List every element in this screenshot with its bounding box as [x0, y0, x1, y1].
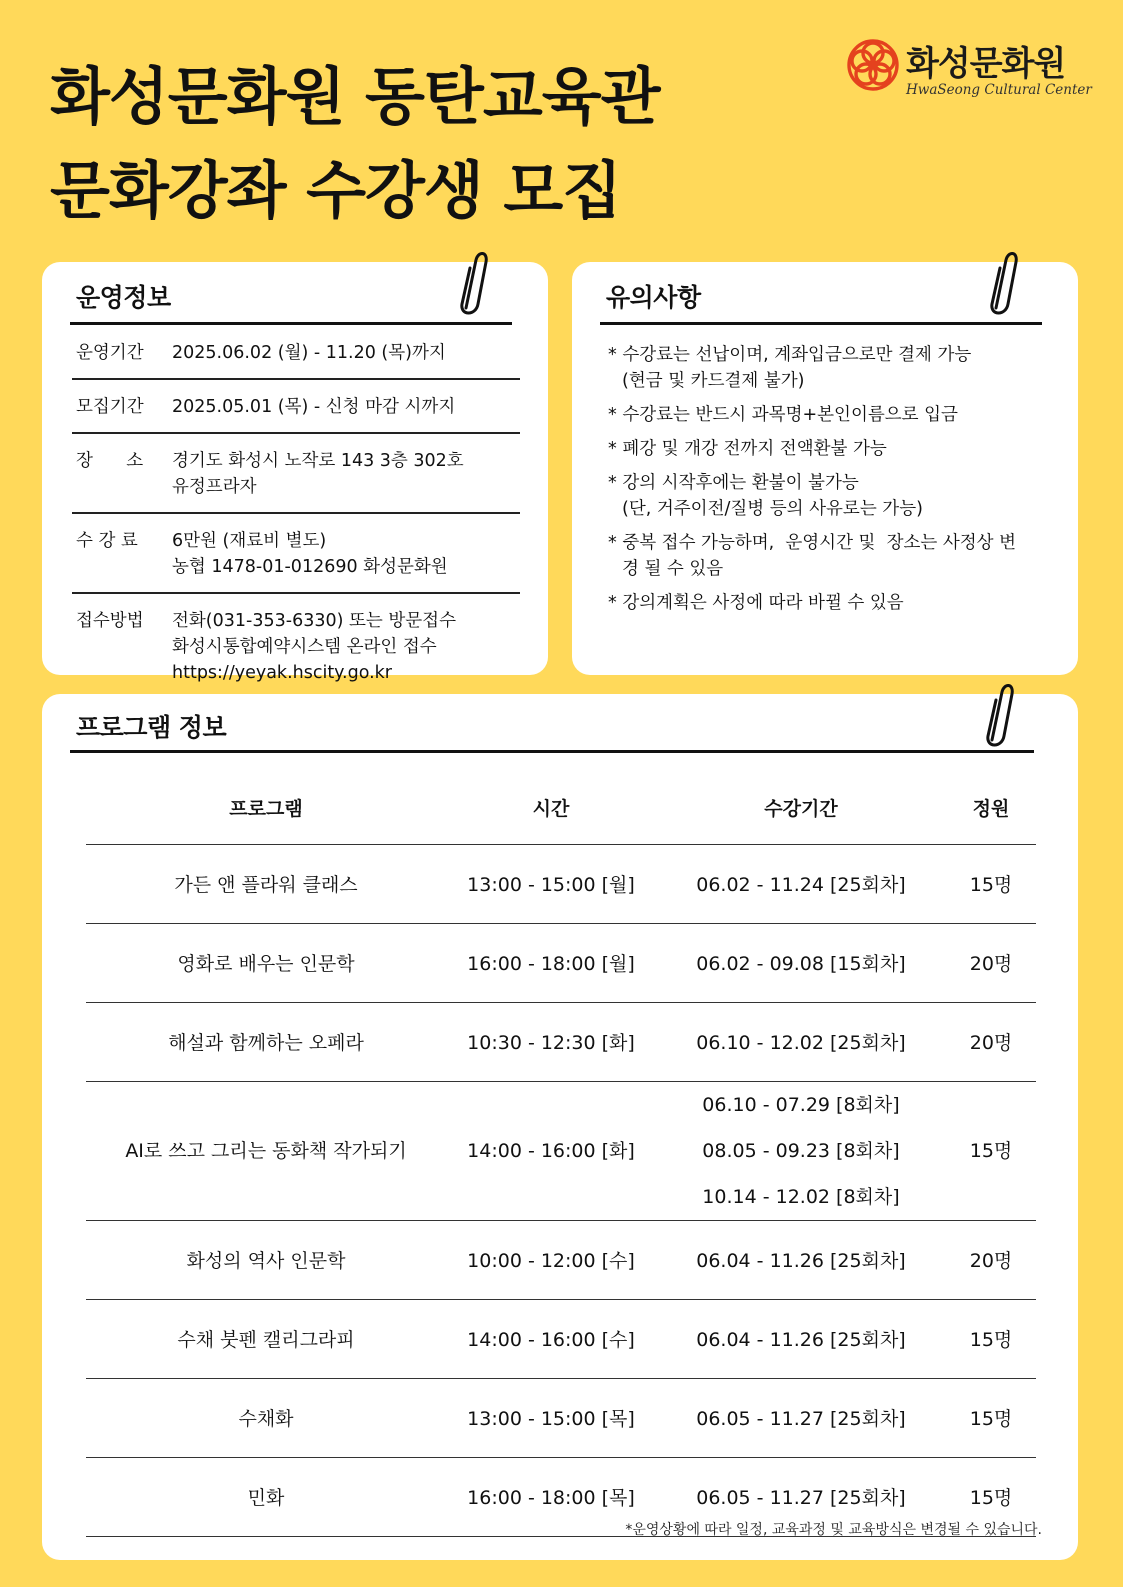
program-name: 화성의 역사 인문학: [86, 1220, 446, 1299]
title-divider: [600, 322, 1042, 325]
title-line-1: 화성문화원 동탄교육관: [50, 60, 660, 133]
notice-item: [608, 470, 1048, 522]
notice-text: * 강의계획은 사정에 따라 바뀔 수 있음: [608, 593, 904, 613]
program-time: 13:00 - 15:00 [월]: [446, 844, 656, 923]
program-capacity: 15명: [946, 1378, 1036, 1457]
period-line: 06.05 - 11.27 [25회차]: [696, 1487, 906, 1509]
logo-name-en: HwaSeong Cultural Center: [906, 82, 1092, 98]
info-row: [72, 594, 520, 698]
table-row: [86, 1081, 1036, 1220]
info-row: [72, 326, 520, 380]
table-row: [86, 844, 1036, 923]
period-line: 06.02 - 11.24 [25회차]: [696, 874, 906, 896]
notice-text: * 강의 시작후에는 환불이 불가능: [608, 473, 859, 493]
notice-title: 유의사항: [606, 283, 701, 312]
notice-text: * 폐강 및 개강 전까지 전액환불 가능: [608, 439, 887, 459]
info-value-line: 2025.05.01 (목) - 신청 마감 시까지: [172, 397, 456, 417]
program-name: 해설과 함께하는 오페라: [86, 1002, 446, 1081]
notice-card: [572, 262, 1078, 675]
info-value: [172, 340, 446, 366]
program-capacity: 15명: [946, 1299, 1036, 1378]
program-name: 영화로 배우는 인문학: [86, 923, 446, 1002]
info-label: 수 강 료: [76, 531, 138, 551]
program-time: 14:00 - 16:00 [수]: [446, 1299, 656, 1378]
program-period: [656, 1378, 946, 1457]
footnote: *운영상황에 따라 일정, 교육과정 및 교육방식은 변경될 수 있습니다.: [625, 1522, 1042, 1538]
paperclip-icon: [982, 248, 1018, 320]
program-period: [656, 1220, 946, 1299]
notice-item: [608, 530, 1048, 582]
table-row: [86, 1378, 1036, 1457]
info-value-line: 전화(031-353-6330) 또는 방문접수: [172, 611, 456, 631]
header-time: 시간: [446, 772, 656, 844]
info-label: 모집기간: [76, 397, 144, 417]
notice-text: * 중복 접수 가능하며, 운영시간 및 장소는 사정상 변: [608, 533, 1017, 553]
paperclip-icon: [978, 680, 1014, 752]
program-time: 10:30 - 12:30 [화]: [446, 1002, 656, 1081]
period-line: 10.14 - 12.02 [8회차]: [702, 1185, 900, 1208]
table-row: [86, 1002, 1036, 1081]
title-line-2: 문화강좌 수강생 모집: [50, 154, 622, 227]
program-time: 10:00 - 12:00 [수]: [446, 1220, 656, 1299]
program-capacity: 15명: [946, 844, 1036, 923]
notice-item: [608, 436, 1048, 462]
period-line: 06.04 - 11.26 [25회차]: [696, 1250, 906, 1272]
program-info-card: [42, 694, 1078, 1560]
program-name: 민화: [86, 1457, 446, 1536]
info-value-line: 경기도 화성시 노작로 143 3층 302호: [172, 451, 464, 471]
info-value-line: 농협 1478-01-012690 화성문화원: [172, 557, 448, 577]
program-capacity: 20명: [946, 1002, 1036, 1081]
operation-info-title: 운영정보: [76, 283, 171, 312]
program-name: 수채화: [86, 1378, 446, 1457]
info-value: [172, 394, 455, 420]
info-value: [172, 528, 448, 580]
info-label: 운영기간: [76, 343, 144, 363]
program-name: 가든 앤 플라워 클래스: [86, 844, 446, 923]
program-time: 16:00 - 18:00 [월]: [446, 923, 656, 1002]
program-capacity: 20명: [946, 923, 1036, 1002]
title-divider: [70, 322, 512, 325]
header-program: 프로그램: [86, 772, 446, 844]
table-row: [86, 1220, 1036, 1299]
info-row: [72, 514, 520, 594]
info-value: [172, 608, 456, 686]
paperclip-icon: [452, 248, 488, 320]
program-info-title: 프로그램 정보: [76, 713, 227, 742]
notice-text: * 수강료는 선납이며, 계좌입금으로만 결제 가능: [608, 345, 972, 365]
info-row: [72, 434, 520, 514]
program-capacity: 15명: [946, 1081, 1036, 1220]
program-period: [656, 1081, 946, 1220]
period-line: 06.02 - 09.08 [15회차]: [696, 953, 906, 975]
operation-info-card: [42, 262, 548, 683]
program-capacity: 20명: [946, 1220, 1036, 1299]
notice-item: [608, 402, 1048, 428]
notice-item: [608, 590, 1048, 616]
period-line: 06.04 - 11.26 [25회차]: [696, 1329, 906, 1351]
info-value-line: 6만원 (재료비 별도): [172, 531, 327, 551]
period-line: 06.10 - 12.02 [25회차]: [696, 1032, 906, 1054]
info-row: [72, 380, 520, 434]
period-line: 06.10 - 07.29 [8회차]: [702, 1093, 900, 1116]
program-time: 16:00 - 18:00 [목]: [446, 1457, 656, 1536]
program-name: AI로 쓰고 그리는 동화책 작가되기: [86, 1081, 446, 1220]
program-table: [86, 772, 1036, 1537]
flower-logo-icon: [846, 38, 900, 92]
program-capacity: 15명: [946, 1457, 1036, 1536]
program-time: 14:00 - 16:00 [화]: [446, 1081, 656, 1220]
title-divider: [70, 750, 1034, 753]
notice-item: [608, 342, 1048, 394]
program-period: [656, 923, 946, 1002]
notice-text-continued: 경 될 수 있음: [622, 559, 724, 579]
notice-text-continued: (단, 거주이전/질병 등의 사유로는 가능): [622, 499, 923, 519]
period-line: 06.05 - 11.27 [25회차]: [696, 1408, 906, 1430]
notice-text: * 수강료는 반드시 과목명+본인이름으로 입금: [608, 405, 958, 425]
program-period: [656, 844, 946, 923]
table-row: [86, 923, 1036, 1002]
period-line: 08.05 - 09.23 [8회차]: [702, 1139, 900, 1162]
program-period: [656, 1002, 946, 1081]
page-title: [50, 50, 660, 238]
header-period: 수강기간: [656, 772, 946, 844]
info-label: 접수방법: [76, 611, 144, 631]
info-value-line: 유정프라자: [172, 477, 257, 497]
table-row: [86, 1299, 1036, 1378]
notice-list: [608, 342, 1048, 624]
program-time: 13:00 - 15:00 [목]: [446, 1378, 656, 1457]
info-value: [172, 448, 464, 500]
info-value-line: https://yeyak.hscity.go.kr: [172, 663, 393, 683]
header-capacity: 정원: [946, 772, 1036, 844]
info-label: 장 소: [76, 451, 144, 471]
info-value-line: 2025.06.02 (월) - 11.20 (목)까지: [172, 343, 446, 363]
logo-name-ko: 화성문화원: [906, 44, 1066, 84]
program-period: [656, 1299, 946, 1378]
info-value-line: 화성시통합예약시스템 온라인 접수: [172, 637, 437, 657]
table-header-row: [86, 772, 1036, 844]
logo: [846, 36, 1096, 106]
program-name: 수채 붓펜 캘리그라피: [86, 1299, 446, 1378]
operation-info-table: [72, 326, 520, 698]
notice-text-continued: (현금 및 카드결제 불가): [622, 371, 805, 391]
